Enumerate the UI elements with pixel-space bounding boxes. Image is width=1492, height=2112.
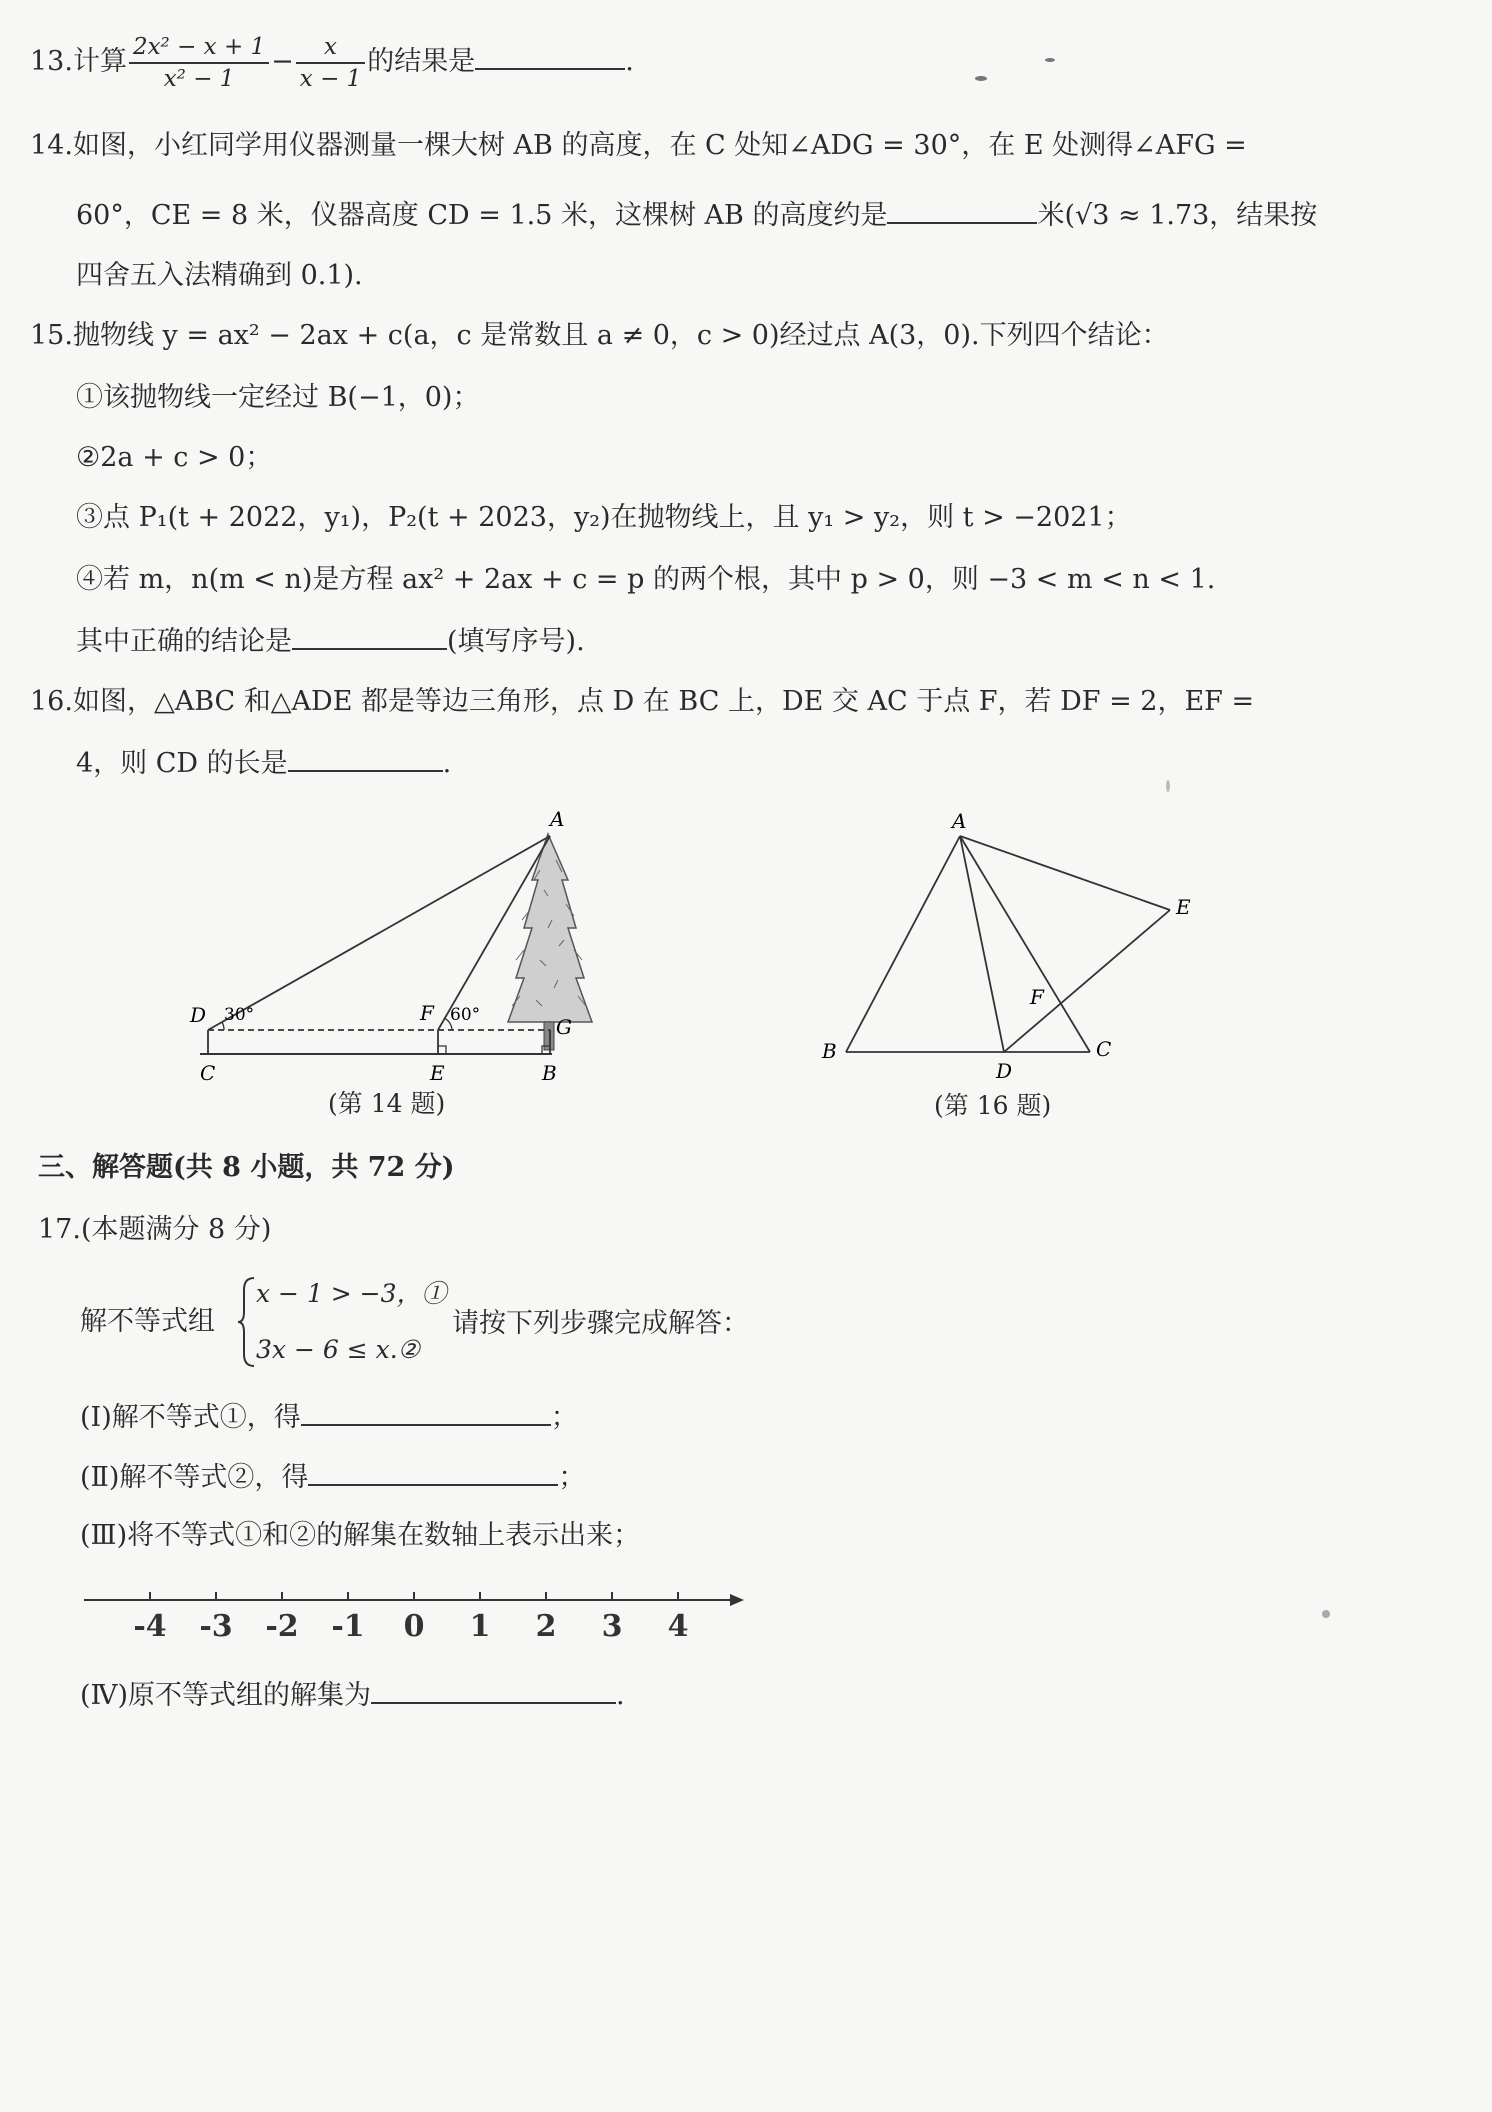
- scan-speck: [975, 76, 987, 81]
- question-17-intro: 解不等式组: [80, 1306, 215, 1337]
- answer-blank-13[interactable]: [475, 42, 625, 70]
- figure-14-caption: (第 14 题): [328, 1089, 446, 1118]
- step-2: [80, 1458, 585, 1496]
- fraction-2-denominator: x − 1: [299, 65, 362, 92]
- statement-3: ③点 P₁(t + 2022，y₁)，P₂(t + 2023，y₂)在抛物线上，且 y₁ > y₂，则 t > −2021；: [76, 502, 1132, 533]
- question-15-stem: 15.抛物线 y = ax² − 2ax + c(a，c 是常数且 a ≠ 0，c > 0)经过点 A(3，0).下列四个结论：: [30, 320, 1169, 351]
- step-1-text: (Ⅰ)解不等式①，得: [80, 1402, 301, 1433]
- number-line-tick-label: -2: [265, 1609, 299, 1644]
- question-16-end: .: [442, 748, 452, 779]
- segment-de: [1004, 910, 1170, 1052]
- label-b: B: [542, 1061, 557, 1085]
- question-16-line-1: 16.如图，△ABC 和△ADE 都是等边三角形，点 D 在 BC 上，DE 交 AC 于点 F，若 DF = 2，EF =: [30, 686, 1255, 717]
- fraction-1: [129, 32, 269, 94]
- step-4-end: .: [616, 1680, 625, 1711]
- figure-14: [180, 800, 620, 1100]
- step-2-text: (Ⅱ)解不等式②，得: [80, 1462, 309, 1493]
- statement-1: ①该抛物线一定经过 B(−1，0)；: [76, 382, 480, 413]
- label-c: C: [200, 1061, 216, 1085]
- section-3-title: 三、解答题(共 8 小题，共 72 分): [38, 1152, 455, 1183]
- question-13-number: 13.: [30, 46, 73, 77]
- minus-sign: −: [271, 46, 294, 77]
- label-a: A: [550, 807, 565, 831]
- number-line-tick-label: -3: [199, 1609, 233, 1644]
- segment-ac: [960, 836, 1090, 1052]
- label-a: A: [952, 809, 967, 833]
- answer-blank-step-4[interactable]: [371, 1676, 616, 1704]
- fraction-1-denominator: x² − 1: [163, 65, 235, 92]
- fraction-1-numerator: 2x² − x + 1: [129, 32, 269, 64]
- question-17-instruction: 请按下列步骤完成解答：: [452, 1308, 749, 1339]
- answer-blank-step-2[interactable]: [308, 1458, 558, 1486]
- question-16-line-2: [76, 744, 451, 782]
- statement-2: ②2a + c > 0；: [76, 442, 273, 473]
- inequality-1: x − 1 > −3，①: [256, 1279, 447, 1308]
- step-3: (Ⅲ)将不等式①和②的解集在数轴上表示出来；: [80, 1520, 641, 1551]
- question-14-line-1: 14.如图，小红同学用仪器测量一棵大树 AB 的高度，在 C 处知∠ADG = 30°，在 E 处测得∠AFG =: [30, 130, 1247, 161]
- segment-ae: [960, 836, 1170, 910]
- question-17-header: 17.(本题满分 8 分): [38, 1214, 272, 1245]
- question-15-answer-suffix: (填写序号).: [447, 626, 585, 657]
- step-4: [80, 1676, 625, 1714]
- step-1: [80, 1398, 578, 1436]
- fraction-2-numerator: x: [296, 32, 366, 64]
- inequality-2: 3x − 6 ≤ x.②: [256, 1335, 421, 1364]
- sight-line-da: [208, 836, 550, 1030]
- segment-ab: [846, 836, 960, 1052]
- question-13-suffix: 的结果是: [367, 46, 476, 77]
- question-13-end: .: [625, 46, 634, 77]
- step-1-end: ；: [550, 1402, 578, 1433]
- step-2-end: ；: [558, 1462, 586, 1493]
- answer-blank-16[interactable]: [288, 744, 443, 772]
- question-15-answer-line: [76, 622, 585, 660]
- number-line-tick-label: 2: [535, 1609, 557, 1644]
- question-15-answer-prefix: 其中正确的结论是: [76, 626, 292, 657]
- system-brace: [236, 1276, 256, 1368]
- label-d: D: [996, 1059, 1013, 1083]
- number-line-tick-label: 1: [469, 1609, 491, 1644]
- step-4-text: (Ⅳ)原不等式组的解集为: [80, 1680, 372, 1711]
- right-angle-e: [438, 1046, 446, 1054]
- arrow-right-icon: [730, 1594, 744, 1606]
- angle-60-label: 60°: [450, 1005, 481, 1025]
- figure-16: [800, 800, 1220, 1100]
- label-e: E: [1176, 895, 1191, 919]
- question-13-prefix: 计算: [72, 46, 127, 77]
- label-e: E: [430, 1061, 445, 1085]
- label-f: F: [420, 1001, 434, 1025]
- scan-speck: [1166, 780, 1170, 792]
- statement-4: ④若 m，n(m < n)是方程 ax² + 2ax + c = p 的两个根，其中 p > 0，则 −3 < m < n < 1.: [76, 564, 1216, 595]
- number-line: [80, 1574, 760, 1654]
- number-line-tick-label: 4: [667, 1609, 689, 1644]
- answer-blank-15[interactable]: [292, 622, 447, 650]
- number-line-tick-label: -4: [133, 1609, 167, 1644]
- question-14-line-2-tail: 米(√3 ≈ 1.73，结果按: [1037, 200, 1318, 231]
- segment-ad: [960, 836, 1004, 1052]
- tree-illustration: [508, 834, 592, 1050]
- label-c: C: [1096, 1037, 1112, 1061]
- number-line-tick-label: -1: [331, 1609, 365, 1644]
- number-line-tick-label: 0: [403, 1609, 425, 1644]
- figure-16-caption: (第 16 题): [934, 1091, 1052, 1120]
- scan-speck: [1322, 1610, 1330, 1618]
- number-line-tick-label: 3: [601, 1609, 623, 1644]
- scan-speck: [1045, 58, 1055, 62]
- answer-blank-step-1[interactable]: [301, 1398, 551, 1426]
- label-f: F: [1030, 985, 1044, 1009]
- angle-30-label: 30°: [224, 1005, 255, 1025]
- answer-blank-14[interactable]: [887, 196, 1037, 224]
- question-16-line-2-text: 4，则 CD 的长是: [76, 748, 288, 779]
- question-13: [30, 30, 634, 94]
- question-14-line-2-text: 60°，CE = 8 米，仪器高度 CD = 1.5 米，这棵树 AB 的高度约是: [76, 200, 888, 231]
- question-14-line-2: [76, 196, 1317, 234]
- label-b: B: [822, 1039, 837, 1063]
- fraction-2: [296, 32, 366, 94]
- label-d: D: [190, 1003, 207, 1027]
- label-g: G: [556, 1015, 572, 1039]
- question-14-line-3: 四舍五入法精确到 0.1).: [76, 260, 363, 291]
